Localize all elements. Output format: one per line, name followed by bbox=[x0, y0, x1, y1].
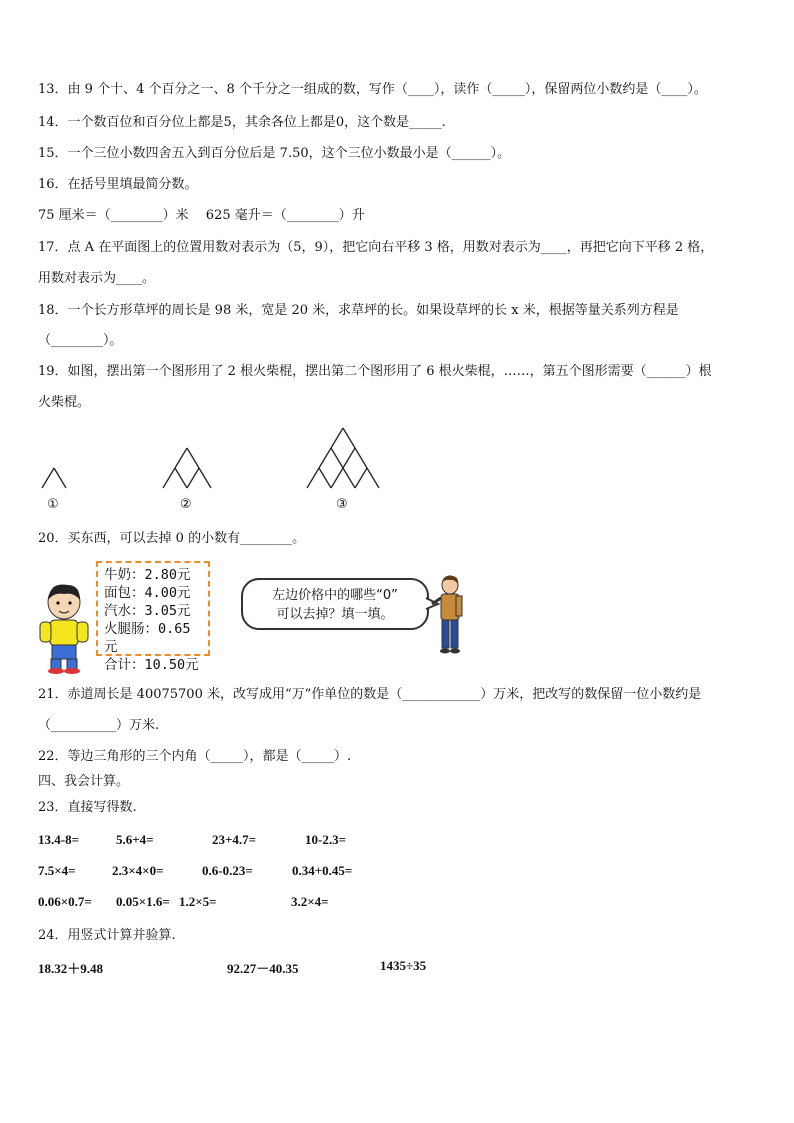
figure-label-1: ① bbox=[47, 497, 59, 512]
boy-illustration bbox=[36, 582, 92, 674]
calc-item: 3.2×4= bbox=[291, 894, 329, 909]
matchstick-figure-1 bbox=[42, 468, 66, 488]
question-22: 22．等边三角形的三个内角（_____），都是（_____）. bbox=[38, 749, 352, 764]
price-item: 牛奶：2.80元 bbox=[104, 567, 191, 583]
question-15: 15．一个三位小数四舍五入到百分位后是 7.50，这个三位小数最小是（______）。 bbox=[38, 146, 511, 161]
question-21-line1: 21．赤道周长是 40075700 米，改写成用“万”作单位的数是（____________）万米，把改写的数保留一位小数约是 bbox=[38, 687, 702, 702]
question-16-blanks: 75 厘米＝（________）米 625 毫升＝（________）升 bbox=[38, 208, 365, 223]
question-14: 14．一个数百位和百分位上都是5，其余各位上都是0，这个数是_____. bbox=[38, 115, 446, 130]
question-23: 23．直接写得数. bbox=[38, 800, 137, 815]
section-4-heading: 四、我会计算。 bbox=[38, 774, 130, 789]
calc-item: 1.2×5= bbox=[179, 894, 217, 909]
question-21-line2: （__________）万米. bbox=[38, 718, 160, 733]
vertical-calc-item: 92.27－40.35 bbox=[227, 961, 299, 976]
vertical-calc-item: 18.32＋9.48 bbox=[38, 961, 104, 976]
man-illustration bbox=[430, 574, 468, 656]
price-list bbox=[96, 561, 210, 673]
price-item: 面包：4.00元 bbox=[104, 585, 191, 601]
question-20: 20．买东西，可以去掉 0 的小数有________。 bbox=[38, 531, 306, 546]
price-item: 合计：10.50元 bbox=[104, 657, 199, 673]
calc-item: 0.34+0.45= bbox=[292, 863, 353, 878]
calc-item: 5.6+4= bbox=[116, 832, 154, 847]
question-17-line2: 用数对表示为____。 bbox=[38, 271, 156, 286]
calc-item: 23+4.7= bbox=[212, 832, 257, 847]
bubble-text-line1: 左边价格中的哪些“0” bbox=[272, 588, 398, 603]
speech-bubble bbox=[241, 578, 429, 630]
figure-label-3: ③ bbox=[336, 497, 348, 512]
calc-item: 2.3×4×0= bbox=[112, 863, 164, 878]
question-18-line1: 18．一个长方形草坪的周长是 98 米，宽是 20 米，求草坪的长。如果设草坪的长 x 米，根据等量关系列方程是 bbox=[38, 303, 679, 318]
calc-item: 0.06×0.7= bbox=[38, 894, 92, 909]
matchstick-figure-2 bbox=[163, 448, 211, 488]
question-13: 13．由 9 个十、4 个百分之一、8 个千分之一组成的数，写作（____），读作（_____），保留两位小数约是（____）。 bbox=[38, 82, 707, 97]
figure-label-2: ② bbox=[180, 497, 192, 512]
calc-item: 0.6-0.23= bbox=[202, 863, 253, 878]
matchstick-figure-3 bbox=[307, 428, 379, 488]
question-17-line1: 17．点 A 在平面图上的位置用数对表示为（5，9），把它向右平移 3 格，用数对表示为____，再把它向下平移 2 格， bbox=[38, 240, 714, 255]
price-item: 火腿肠：0.65元 bbox=[104, 621, 191, 655]
calc-item: 7.5×4= bbox=[38, 863, 76, 878]
vertical-calc-item: 1435÷35 bbox=[380, 958, 427, 973]
price-item: 汽水：3.05元 bbox=[104, 603, 191, 619]
question-19-line2: 火柴棍。 bbox=[38, 395, 91, 410]
calc-item: 13.4-8= bbox=[38, 832, 79, 847]
question-18-line2: （________）。 bbox=[38, 333, 123, 348]
question-24: 24．用竖式计算并验算. bbox=[38, 928, 176, 943]
calc-item: 10-2.3= bbox=[305, 832, 346, 847]
question-16: 16．在括号里填最简分数。 bbox=[38, 177, 198, 192]
matchstick-figures bbox=[0, 420, 794, 500]
bubble-text-line2: 可以去掉？填一填。 bbox=[276, 607, 394, 622]
question-19-line1: 19．如图，摆出第一个图形用了 2 根火柴棍，摆出第二个图形用了 6 根火柴棍，……，第五个图形需要（______）根 bbox=[38, 364, 712, 379]
calc-item: 0.05×1.6= bbox=[116, 894, 170, 909]
